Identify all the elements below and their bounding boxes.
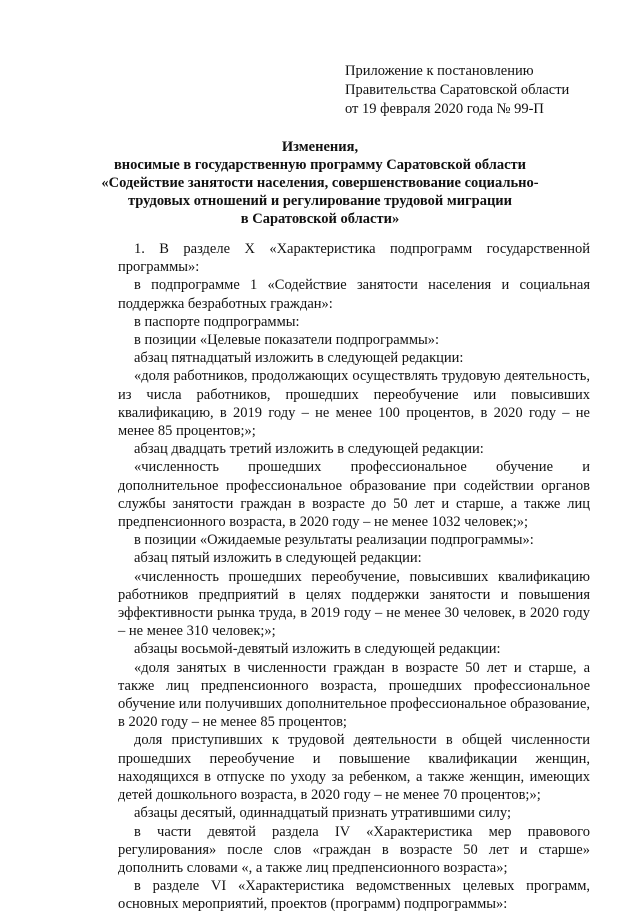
title-line-5: в Саратовской области»: [240, 211, 400, 227]
paragraph-16: в части девятой раздела IV «Характеристика мер правового регулирования» после слов «граждан в возрасте 50 лет и старше» дополнить словами «, а также лиц предпенсионного возраста»;: [118, 823, 590, 876]
paragraph-2: в подпрограмме 1 «Содействие занятости населения и социальная поддержка безработных граждан»:: [118, 277, 590, 312]
paragraph-5: абзац пятнадцатый изложить в следующей редакции:: [134, 350, 464, 367]
paragraph-12: абзацы восьмой-девятый изложить в следующей редакции:: [134, 641, 501, 658]
paragraph-8: «численность прошедших профессиональное обучение и дополнительное профессиональное образование при содействии органов службы занятости граждан в возрасте до 50 лет и старше, а также лиц предпенсионного возраста, в 2020 году – не менее 1032 человек;»;: [118, 459, 590, 531]
paragraph-4: в позиции «Целевые показатели подпрограммы»:: [134, 332, 440, 349]
paragraph-11: «численность прошедших переобучение, повысивших квалификацию работников предприятий в целях поддержки занятости и повышения эффективности рынка труда, в 2019 году – не менее 30 человек, в 2020 году – не менее 310 человек;»;: [118, 568, 590, 640]
appendix-line-3: от 19 февраля 2020 года № 99-П: [345, 101, 544, 117]
title-line-3: «Содействие занятости населения, совершенствование социально-: [101, 175, 539, 191]
document-body: [118, 240, 590, 914]
paragraph-3: в паспорте подпрограммы:: [134, 313, 300, 330]
paragraph-13: «доля занятых в численности граждан в возрасте 50 лет и старше, а также лиц предпенсионного возраста, прошедших профессиональное обучение или получивших дополнительное профессиональное образование, в 2020 году – не менее 85 процентов;: [118, 659, 590, 731]
title-line-2: вносимые в государственную программу Саратовской области: [113, 157, 527, 173]
paragraph-15: абзацы десятый, одиннадцатый признать утратившими силу;: [134, 805, 511, 822]
paragraph-6: «доля работников, продолжающих осуществлять трудовую деятельность, из числа работников, прошедших переобучение или повысивших квалификацию, в 2019 году – не менее 100 процентов, в 2020 году – не менее 85 процентов;»;: [118, 368, 590, 440]
paragraph-14: доля приступивших к трудовой деятельности в общей численности прошедших переобучение и повышение квалификации женщин, находящихся в отпуске по уходу за ребенком, а также женщин, имеющих детей дошкольного возраста, в 2020 году – не менее 70 процентов;»;: [118, 732, 590, 804]
title-line-4: трудовых отношений и регулирование трудовой миграции: [127, 193, 513, 209]
appendix-line-2: Правительства Саратовской области: [345, 82, 570, 98]
document-title: [0, 138, 640, 228]
appendix-line-1: Приложение к постановлению: [345, 63, 534, 79]
title-line-1: Изменения,: [281, 139, 359, 155]
paragraph-10: абзац пятый изложить в следующей редакции:: [134, 550, 422, 567]
paragraph-9: в позиции «Ожидаемые результаты реализации подпрограммы»:: [134, 532, 534, 549]
appendix-header: [345, 62, 569, 119]
paragraph-7: абзац двадцать третий изложить в следующей редакции:: [134, 441, 484, 458]
paragraph-17: в разделе VI «Характеристика ведомственных целевых программ, основных мероприятий, проектов (программ) подпрограммы»:: [118, 878, 590, 913]
paragraph-1: 1. В разделе X «Характеристика подпрограмм государственной программы»:: [118, 241, 590, 276]
